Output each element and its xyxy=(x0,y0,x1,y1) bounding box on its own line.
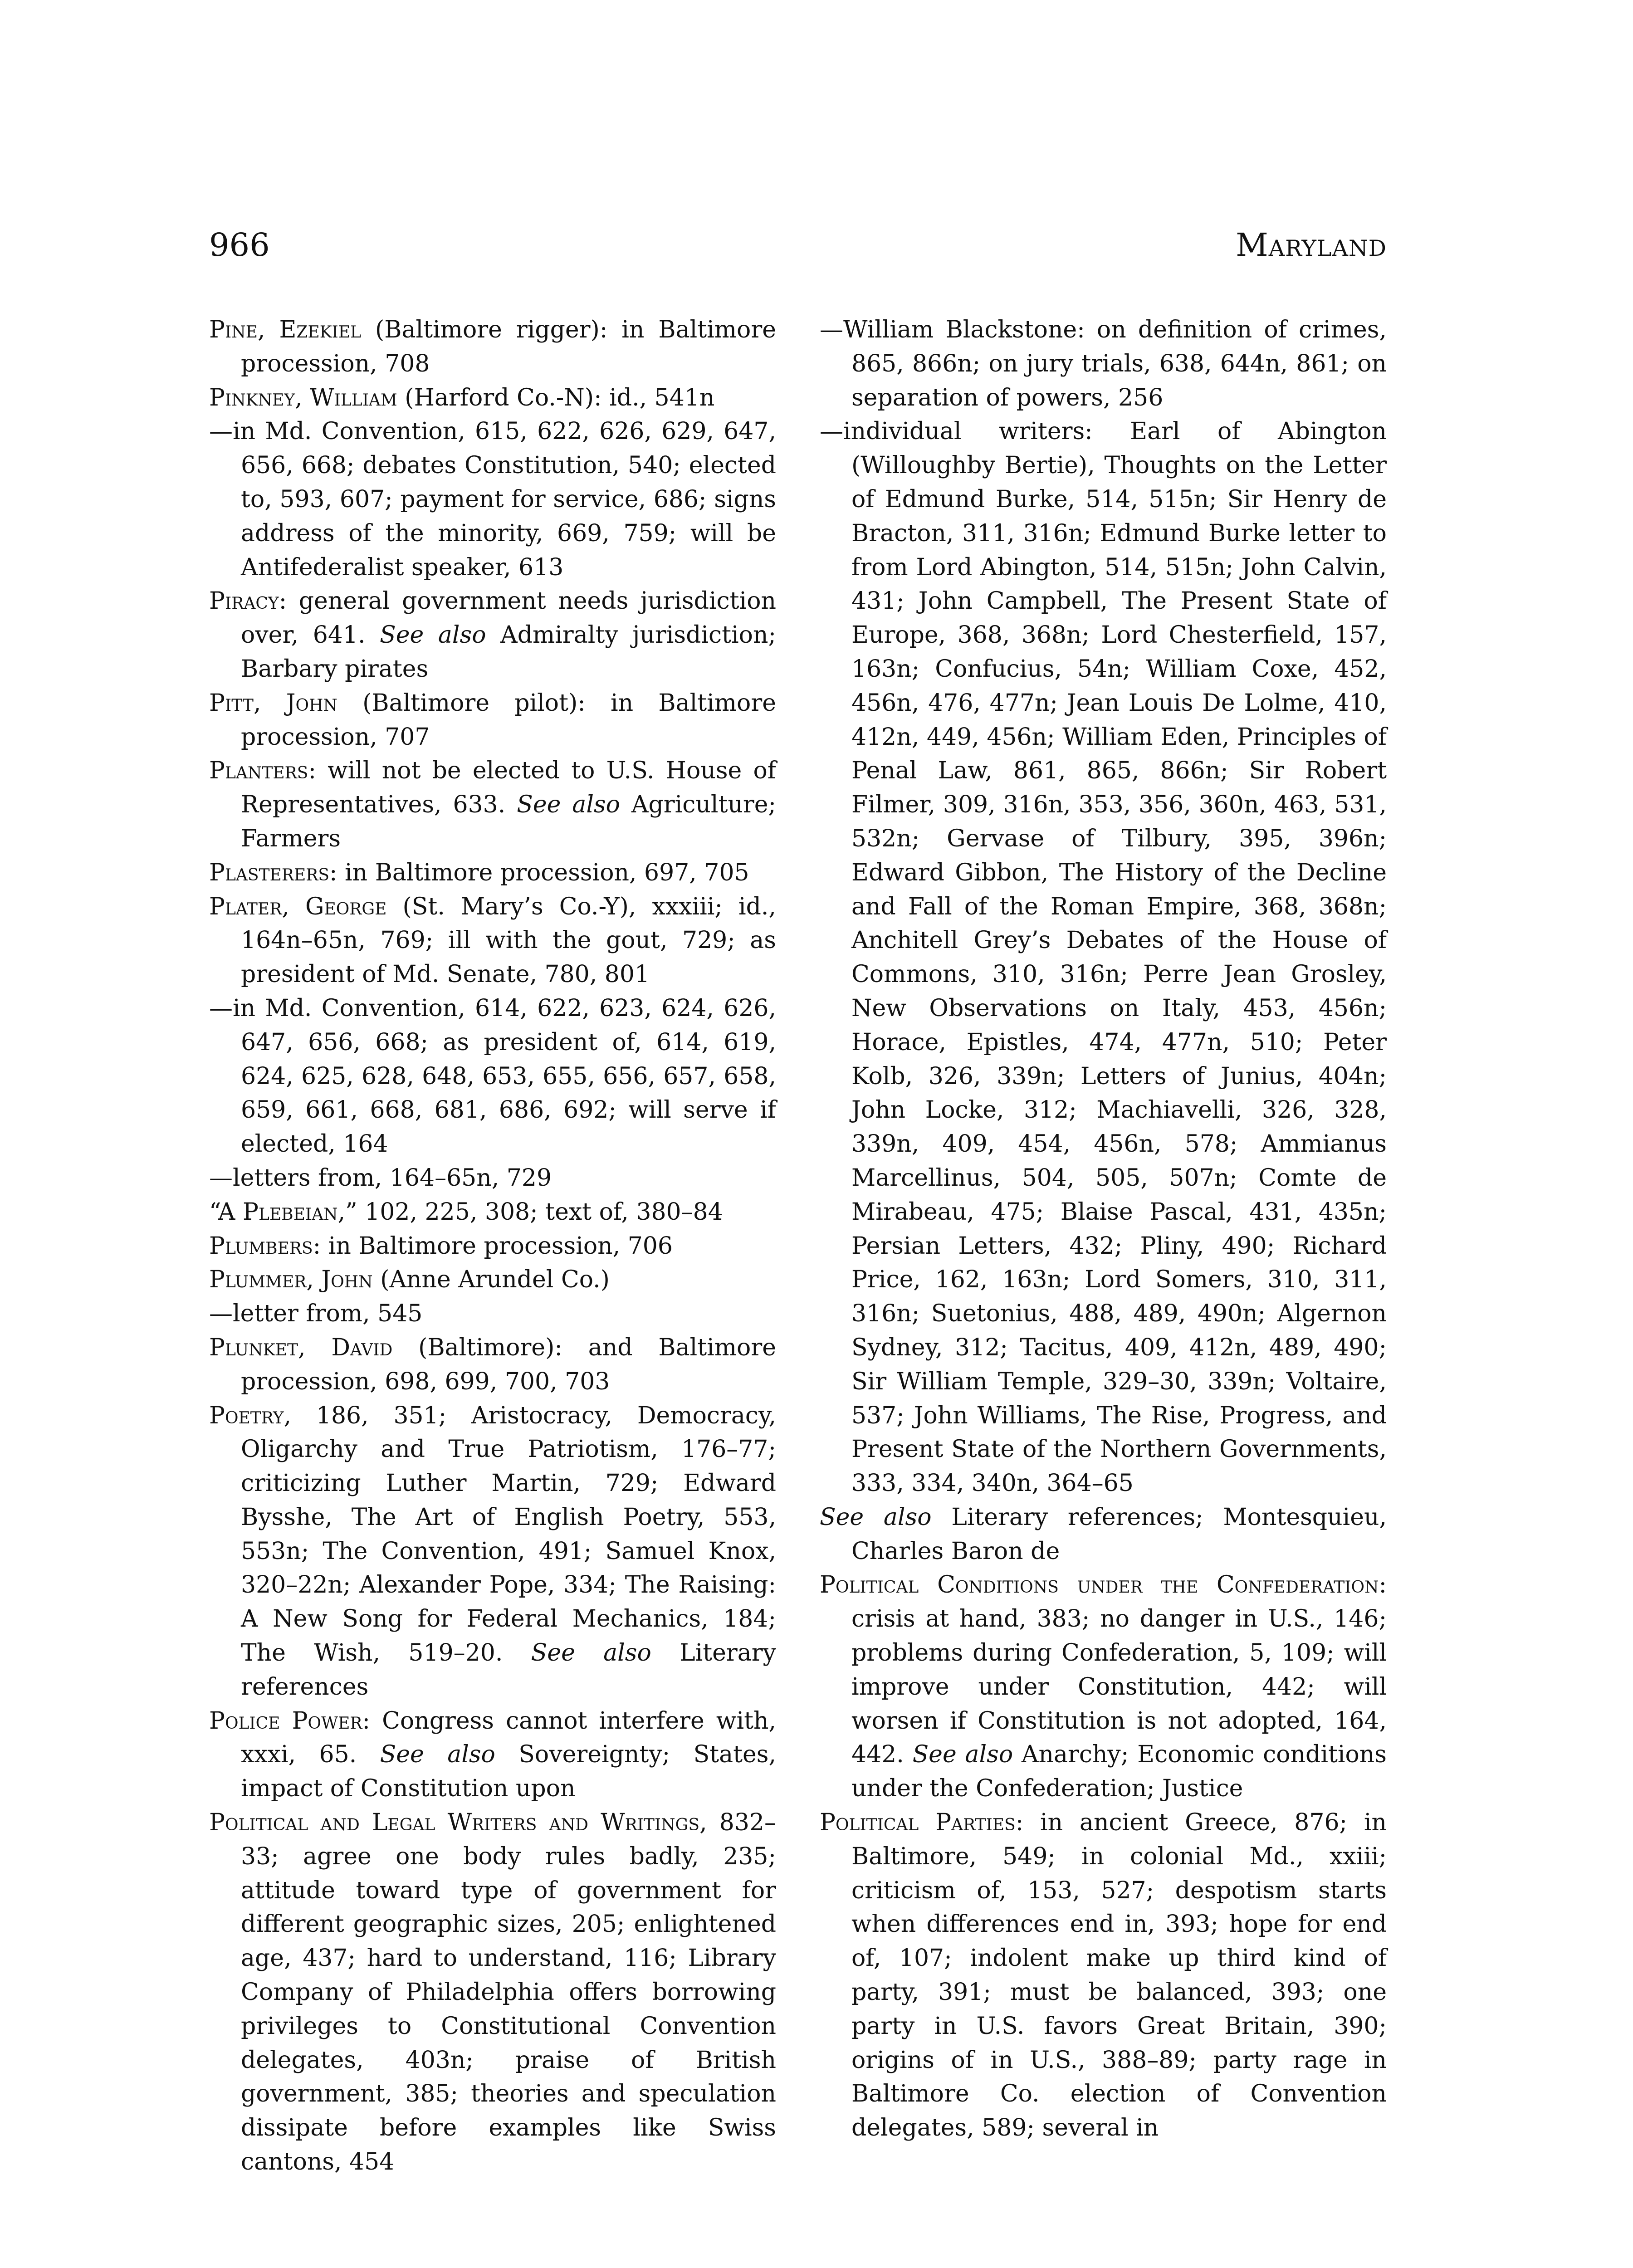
entry-text: : will not be elected to U.S. House of Representatives, 633. xyxy=(241,757,776,819)
index-entry xyxy=(209,1229,776,1263)
entry-text: letter from, 545 xyxy=(233,1300,423,1328)
entry-text: , 186, 351; Aristocracy, Democracy, Oligarchy and True Patriotism, 176–77; criticizing Luther Martin, 729; Edward Bysshe, The Art of English Poetry, 553, 553n; The Convention, 491; Samuel Knox, 320–22n; Alexander Pope, 334; The Raising: A New Song for Federal Mechanics, 184; The Wish, 519–20. xyxy=(241,1402,776,1667)
entry-heading: Pitt, John xyxy=(209,689,337,717)
entry-heading: Political Conditions under the Confederation xyxy=(820,1571,1379,1599)
index-entry xyxy=(209,381,776,415)
entry-heading: Plumbers xyxy=(209,1232,313,1260)
cross-reference: Literary references xyxy=(241,1639,776,1701)
index-entry xyxy=(820,1568,1387,1806)
index-entry xyxy=(820,1501,1387,1569)
cross-reference: Anarchy; Economic conditions under the Confederation; Justice xyxy=(851,1741,1387,1803)
entry-text: (Harford Co.-N): id., 541n xyxy=(397,384,715,411)
index-entry xyxy=(209,1806,776,2179)
index-entry xyxy=(209,1399,776,1704)
index-subentry xyxy=(820,415,1387,1501)
index-entry xyxy=(209,584,776,686)
entry-heading: Pine, Ezekiel xyxy=(209,316,362,343)
entry-text: : in ancient Greece, 876; in Baltimore, 549; in colonial Md., xxiii; criticism of, 153, 527; despotism starts when differences end in, 393; hope for end of, 107; indolent make up third kind of party, 391; must be balanced, 393; one party in U.S. favors Great Britain, 390; origins of in U.S., 388–89; party rage in Baltimore Co. election of Convention delegates, 589; several in xyxy=(851,1809,1387,2142)
see-also-label: See also xyxy=(820,1503,932,1531)
entry-prefix: “A xyxy=(209,1198,243,1226)
index-subentry xyxy=(209,1161,776,1195)
see-also-label: See also xyxy=(380,621,486,649)
index-entry xyxy=(209,1331,776,1399)
entry-dash: — xyxy=(209,418,233,445)
entry-text: : crisis at hand, 383; no danger in U.S., 146; problems during Confederation, 5, 109; will improve under Constitution, 442; will worsen if Constitution is not adopted, 164, 442. xyxy=(851,1571,1387,1769)
index-entry xyxy=(209,754,776,855)
entry-text: : Congress cannot interfere with, xxxi, 65. xyxy=(241,1707,776,1769)
entry-text: , 832–33; agree one body rules badly, 235; attitude toward type of government for different geographic sizes, 205; enlightened age, 437; hard to understand, 116; Library Company of Philadelphia offers borrowing privileges to Constitutional Convention delegates, 403n; praise of British government, 385; theories and speculation dissipate before examples like Swiss cantons, 454 xyxy=(241,1809,777,2176)
entry-text: (Baltimore rigger): in Baltimore procession, 708 xyxy=(241,316,776,377)
see-also-label: See also xyxy=(380,1741,495,1769)
entry-dash: — xyxy=(209,994,233,1022)
entry-heading: Political and Legal Writers and Writings xyxy=(209,1809,700,1837)
index-entry xyxy=(209,890,776,992)
cross-reference: Literary references; Montesquieu, Charles Baron de xyxy=(851,1503,1387,1565)
index-entry xyxy=(209,1195,776,1229)
entry-text: (Anne Arundel Co.) xyxy=(372,1266,610,1294)
entry-text: : in Baltimore procession, 697, 705 xyxy=(329,859,749,886)
index-subentry xyxy=(209,992,776,1161)
index-entry xyxy=(820,1806,1387,2145)
index-entry xyxy=(209,313,776,381)
entry-heading: Poetry xyxy=(209,1402,284,1429)
entry-text: (Baltimore pilot): in Baltimore procession, 707 xyxy=(241,689,776,751)
index-subentry xyxy=(820,313,1387,415)
running-head xyxy=(209,222,1387,277)
index-entry xyxy=(209,1704,776,1806)
entry-text: William Blackstone: on definition of crimes, 865, 866n; on jury trials, 638, 644n, 861; on separation of powers, 256 xyxy=(843,316,1387,411)
index-subentry xyxy=(209,1297,776,1331)
cross-reference: Sovereignty; States, impact of Constitution upon xyxy=(241,1741,776,1803)
entry-text: letters from, 164–65n, 729 xyxy=(233,1164,552,1192)
running-title: Maryland xyxy=(1236,226,1387,264)
see-also-label: See also xyxy=(531,1639,651,1667)
see-also-label: See also xyxy=(912,1741,1013,1769)
entry-heading: Planters xyxy=(209,757,308,785)
entry-text: (Baltimore): and Baltimore procession, 698, 699, 700, 703 xyxy=(241,1334,776,1395)
entry-heading: Pinkney, William xyxy=(209,384,397,411)
index-entry xyxy=(209,686,776,754)
entry-dash: — xyxy=(820,418,843,445)
entry-text: in Md. Convention, 615, 622, 626, 629, 647, 656, 668; debates Constitution, 540; elected to, 593, 607; payment for service, 686; signs address of the minority, 669, 759; will be Antifederalist speaker, 613 xyxy=(233,418,776,581)
entry-heading: Plasterers xyxy=(209,859,329,886)
cross-reference: Admiralty jurisdiction; Barbary pirates xyxy=(241,621,776,683)
entry-dash: — xyxy=(209,1164,233,1192)
index-entry xyxy=(209,1263,776,1297)
entry-text: ,” 102, 225, 308; text of, 380–84 xyxy=(337,1198,723,1226)
entry-text: : general government needs jurisdiction over, 641. xyxy=(241,587,776,649)
page-number: 966 xyxy=(209,226,270,264)
index-column-left xyxy=(209,313,776,2179)
entry-heading: Plunket, David xyxy=(209,1334,393,1361)
entry-heading: Plater, George xyxy=(209,893,387,920)
index-entry xyxy=(209,856,776,890)
entry-heading: Police Power xyxy=(209,1707,362,1735)
index-subentry xyxy=(209,415,776,584)
cross-reference: Agriculture; Farmers xyxy=(241,791,777,852)
see-also-label: See also xyxy=(517,791,620,819)
entry-dash: — xyxy=(209,1300,233,1328)
entry-dash: — xyxy=(820,316,843,343)
entry-heading: Plummer, John xyxy=(209,1266,373,1294)
entry-text: in Md. Convention, 614, 622, 623, 624, 626, 647, 656, 668; as president of, 614, 619, 624, 625, 628, 648, 653, 655, 656, 657, 658, 659, 661, 668, 681, 686, 692; will serve if elected, 164 xyxy=(233,994,776,1158)
entry-heading: Political Parties xyxy=(820,1809,1016,1837)
index-column-right xyxy=(820,313,1387,2145)
entry-heading: Piracy xyxy=(209,587,279,615)
entry-text: : in Baltimore procession, 706 xyxy=(313,1232,673,1260)
entry-heading: Plebeian xyxy=(242,1198,338,1226)
entry-text: individual writers: Earl of Abington (Willoughby Bertie), Thoughts on the Letter of Edmund Burke, 514, 515n; Sir Henry de Bracton, 311, 316n; Edmund Burke letter to from Lord Abington, 514, 515n; John Calvin, 431; John Campbell, The Present State of Europe, 368, 368n; Lord Chesterfield, 157, 163n; Confucius, 54n; William Coxe, 452, 456n, 476, 477n; Jean Louis De Lolme, 410, 412n, 449, 456n; William Eden, Principles of Penal Law, 861, 865, 866n; Sir Robert Filmer, 309, 316n, 353, 356, 360n, 463, 531, 532n; Gervase of Tilbury, 395, 396n; Edward Gibbon, The History of the Decline and Fall of the Roman Empire, 368, 368n; Anchitell Grey’s Debates of the House of Commons, 310, 316n; Perre Jean Grosley, New Observations on Italy, 453, 456n; Horace, Epistles, 474, 477n, 510; Peter Kolb, 326, 339n; Letters of Junius, 404n; John Locke, 312; Machiavelli, 326, 328, 339n, 409, 454, 456n, 578; Ammianus Marcellinus, 504, 505, 507n; Comte de Mirabeau, 475; Blaise Pascal, 431, 435n; Persian Letters, 432; Pliny, 490; Richard Price, 162, 163n; Lord Somers, 310, 311, 316n; Suetonius, 488, 489, 490n; Algernon Sydney, 312; Tacitus, 409, 412n, 489, 490; Sir William Temple, 329–30, 339n; Voltaire, 537; John Williams, The Rise, Progress, and Present State of the Northern Governments, 333, 334, 340n, 364–65 xyxy=(843,418,1387,1497)
entry-text: (St. Mary’s Co.-Y), xxxiii; id., 164n–65n, 769; ill with the gout, 729; as president of Md. Senate, 780, 801 xyxy=(241,893,776,988)
